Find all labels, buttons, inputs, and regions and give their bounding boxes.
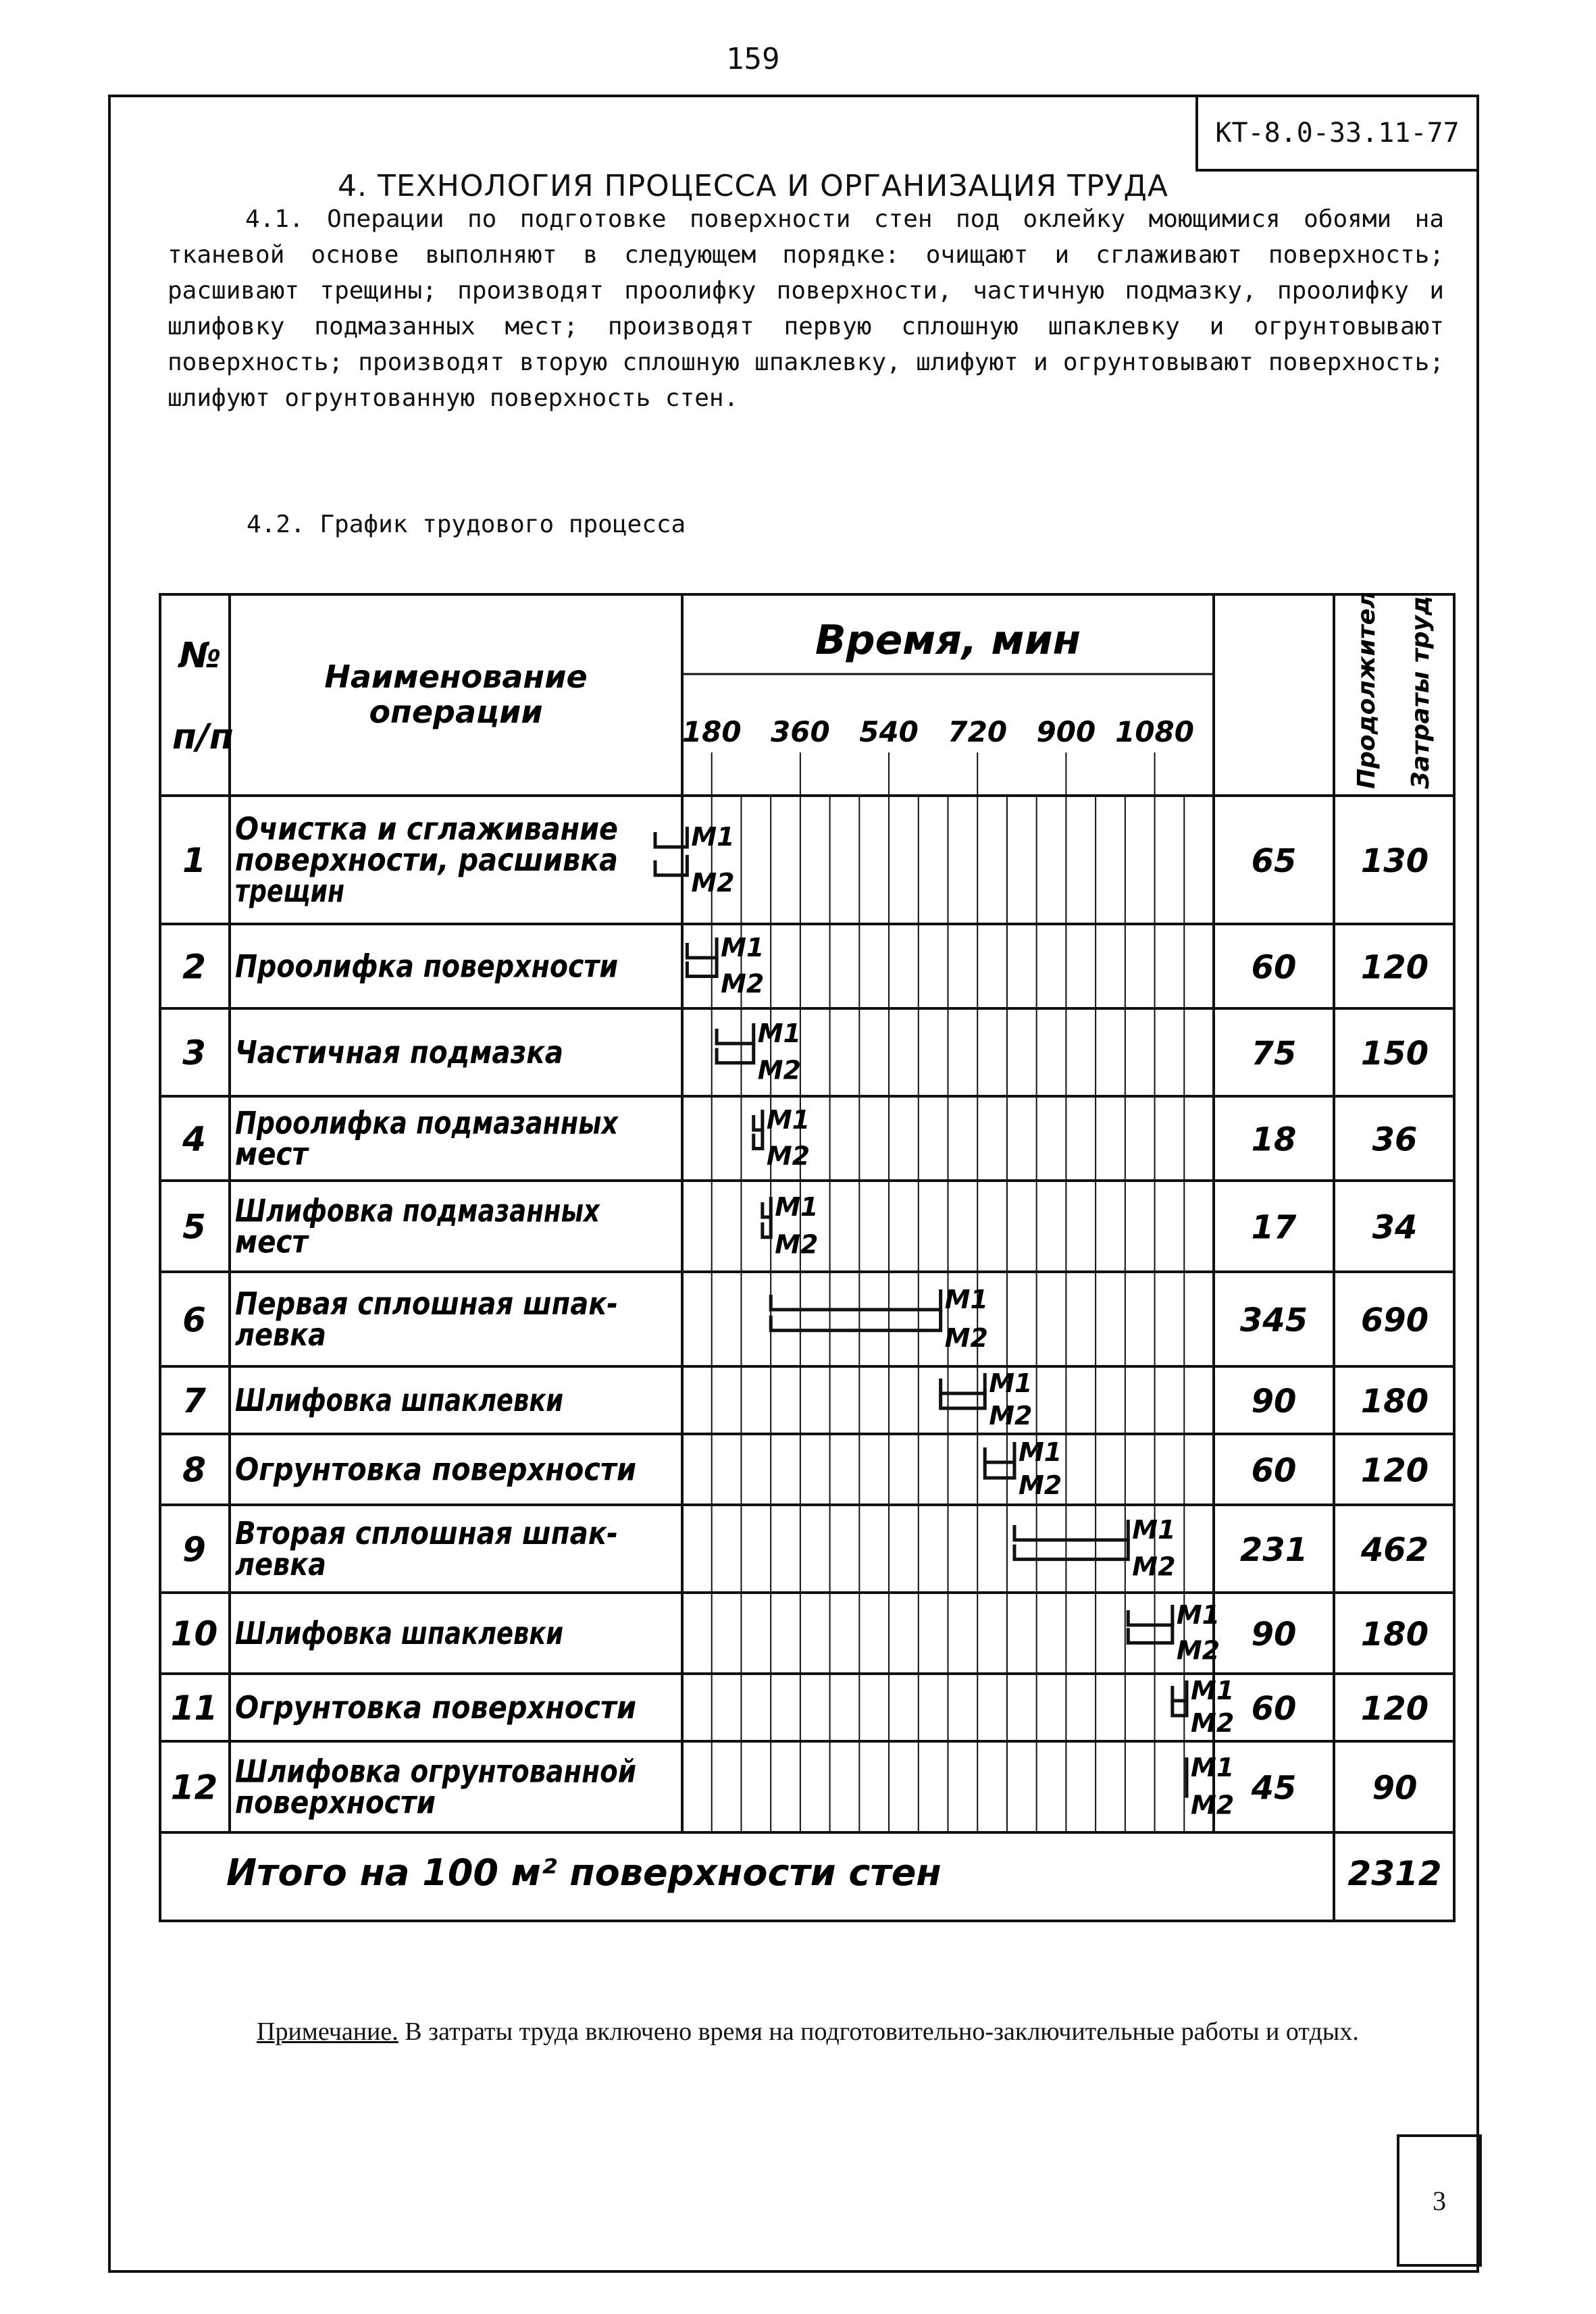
worker-label-m1: М1 <box>944 1285 988 1314</box>
row-number: 5 <box>182 1207 206 1247</box>
gantt-bar-m2 <box>941 1388 985 1408</box>
total-label: Итого на 100 м² поверхности стен <box>226 1851 942 1894</box>
header-name-line2: операции <box>369 694 543 730</box>
time-tick-label: 720 <box>948 715 1008 748</box>
document-code: КТ-8.0-33.11-77 <box>1195 95 1479 172</box>
schedule-svg <box>159 593 1456 1922</box>
operation-name: Проолифка поверхности <box>235 948 618 985</box>
gantt-bar-m1 <box>1128 1605 1173 1625</box>
time-tick-label: 540 <box>859 715 919 748</box>
duration-value: 75 <box>1251 1035 1297 1073</box>
operation-name: мест <box>235 1223 310 1260</box>
worker-label-m2: М2 <box>1176 1635 1220 1666</box>
worker-label-m1: М1 <box>721 933 765 962</box>
duration-value: 90 <box>1251 1616 1297 1653</box>
gantt-bar-m1 <box>985 1442 1014 1462</box>
gantt-bar-m1 <box>1014 1520 1128 1540</box>
duration-value: 231 <box>1239 1531 1308 1569</box>
duration-value: 345 <box>1239 1302 1308 1339</box>
gantt-bar-m1 <box>754 1110 763 1130</box>
labor-value: 462 <box>1360 1531 1429 1569</box>
worker-label-m1: М1 <box>1191 1676 1235 1705</box>
header-duration-label: Продолжительность, мин <box>1353 593 1381 789</box>
operation-name: поверхности, расшивка <box>235 842 618 878</box>
note-text: В затраты труда включено время на подготовительно-заключительные работы и отдых. <box>398 2017 1359 2046</box>
row-number: 1 <box>182 841 206 880</box>
note-label: Примечание. <box>257 2017 398 2046</box>
operation-name: левка <box>235 1316 326 1353</box>
worker-label-m1: М1 <box>989 1368 1033 1398</box>
labor-value: 120 <box>1360 1451 1429 1490</box>
operation-name: Первая сплошная шпак- <box>235 1285 618 1322</box>
worker-label-m2: М2 <box>691 867 735 898</box>
gantt-bar-m2 <box>771 1310 940 1331</box>
section-title: 4. ТЕХНОЛОГИЯ ПРОЦЕССА И ОРГАНИЗАЦИЯ ТРУДА <box>338 169 1168 203</box>
header-num-sub: п/п <box>172 717 234 757</box>
header-time-label: Время, мин <box>815 617 1081 664</box>
worker-label-m1: М1 <box>1132 1515 1176 1545</box>
row-number: 8 <box>182 1450 206 1490</box>
operation-name: Огрунтовка поверхности <box>235 1689 636 1726</box>
time-tick-label: 1080 <box>1115 715 1195 748</box>
operation-name: Проолифка подмазанных <box>235 1104 619 1141</box>
gantt-bar-m2 <box>717 1043 754 1063</box>
labor-value: 130 <box>1360 842 1429 880</box>
worker-label-m1: М1 <box>1018 1437 1062 1467</box>
gantt-bar-m1 <box>717 1023 754 1044</box>
operation-name: Очистка и сглаживание <box>235 811 618 847</box>
duration-value: 17 <box>1251 1208 1297 1247</box>
worker-label-m1: М1 <box>757 1019 802 1048</box>
duration-value: 60 <box>1251 1451 1297 1490</box>
worker-label-m1: М1 <box>766 1105 810 1135</box>
worker-label-m1: М1 <box>691 822 735 852</box>
worker-label-m2: М2 <box>1191 1790 1235 1820</box>
time-tick-label: 900 <box>1036 715 1096 748</box>
sheet-number: 3 <box>1397 2134 1482 2267</box>
labor-value: 150 <box>1360 1035 1429 1073</box>
duration-value: 45 <box>1251 1769 1297 1807</box>
row-number: 4 <box>182 1119 206 1159</box>
labor-value: 180 <box>1360 1616 1429 1653</box>
labor-value: 180 <box>1360 1383 1429 1420</box>
worker-label-m2: М2 <box>757 1055 802 1085</box>
worker-label-m2: М2 <box>1018 1470 1062 1501</box>
operation-name: Шлифовка подмазанных <box>235 1192 601 1229</box>
worker-label-m2: М2 <box>1191 1708 1235 1738</box>
labor-value: 120 <box>1360 1690 1429 1728</box>
worker-label-m1: М1 <box>775 1192 819 1222</box>
header-name-line1: Наименование <box>324 659 588 695</box>
worker-label-m2: М2 <box>775 1229 819 1260</box>
header-labor-label: Затраты труда, чел.-мин <box>1407 593 1435 789</box>
row-number: 12 <box>170 1768 218 1807</box>
operation-name: Шлифовка шпаклевки <box>235 1382 563 1418</box>
gantt-bar-m1 <box>771 1289 940 1310</box>
row-number: 7 <box>182 1381 206 1420</box>
labor-schedule-table <box>159 593 1456 1922</box>
gantt-bar-m1 <box>763 1197 771 1217</box>
duration-value: 60 <box>1251 1690 1297 1728</box>
worker-label-m1: М1 <box>1176 1600 1220 1630</box>
labor-value: 36 <box>1372 1121 1418 1159</box>
operation-name: Частичная подмазка <box>235 1034 563 1071</box>
operation-name: мест <box>235 1135 310 1173</box>
gantt-bar-m2 <box>763 1217 771 1237</box>
duration-value: 60 <box>1251 948 1297 987</box>
worker-label-m2: М2 <box>766 1141 810 1171</box>
operation-name: Огрунтовка поверхности <box>235 1451 636 1488</box>
time-tick-label: 360 <box>771 715 830 748</box>
duration-value: 65 <box>1251 842 1297 880</box>
worker-label-m1: М1 <box>1191 1753 1235 1782</box>
gantt-bar-m2 <box>1014 1539 1128 1560</box>
worker-label-m2: М2 <box>944 1322 988 1353</box>
operation-name: левка <box>235 1546 326 1583</box>
gantt-bar-m1 <box>941 1373 985 1393</box>
note <box>189 2005 1439 2059</box>
paragraph-4-1: 4.1. Операции по подготовке поверхности стен под оклейку моющимися обоями на тканевой основе выполняют в следующем порядке: очищают и сглаживают поверхность; расшивают трещины; производят проолифку поверхности, частичную подмазку, проолифку и шлифовку подмазанных мест; производят первую сплошную шпаклевку и огрунтовывают поверхность; производят вторую сплошную шпаклевку, шлифуют и огрунтовывают поверхность; шлифуют огрунтованную поверхность стен. <box>168 205 1444 412</box>
operation-name: Шлифовка огрунтованной <box>235 1753 636 1790</box>
row-number: 3 <box>182 1033 206 1073</box>
operation-name: Вторая сплошная шпак- <box>235 1515 618 1551</box>
labor-value: 690 <box>1360 1302 1429 1339</box>
row-number: 9 <box>182 1530 206 1569</box>
operation-name: Шлифовка шпаклевки <box>235 1615 563 1651</box>
worker-label-m2: М2 <box>1132 1551 1176 1582</box>
duration-value: 18 <box>1251 1121 1297 1159</box>
time-tick-label: 180 <box>681 715 742 748</box>
labor-value: 34 <box>1372 1208 1418 1247</box>
row-number: 10 <box>170 1614 218 1653</box>
row-number: 6 <box>182 1300 206 1339</box>
header-num-label: № <box>179 636 222 676</box>
worker-label-m2: М2 <box>721 969 765 999</box>
operation-name: поверхности <box>235 1784 436 1821</box>
total-value: 2312 <box>1347 1854 1442 1893</box>
paragraph-4-2: 4.2. График трудового процесса <box>247 511 686 538</box>
page-number: 159 <box>726 42 780 76</box>
labor-value: 120 <box>1360 948 1429 987</box>
row-number: 2 <box>182 947 206 987</box>
worker-label-m2: М2 <box>989 1401 1033 1431</box>
operation-name: трещин <box>235 873 344 909</box>
labor-value: 90 <box>1372 1769 1418 1807</box>
duration-value: 90 <box>1251 1383 1297 1420</box>
row-number: 11 <box>170 1689 218 1728</box>
